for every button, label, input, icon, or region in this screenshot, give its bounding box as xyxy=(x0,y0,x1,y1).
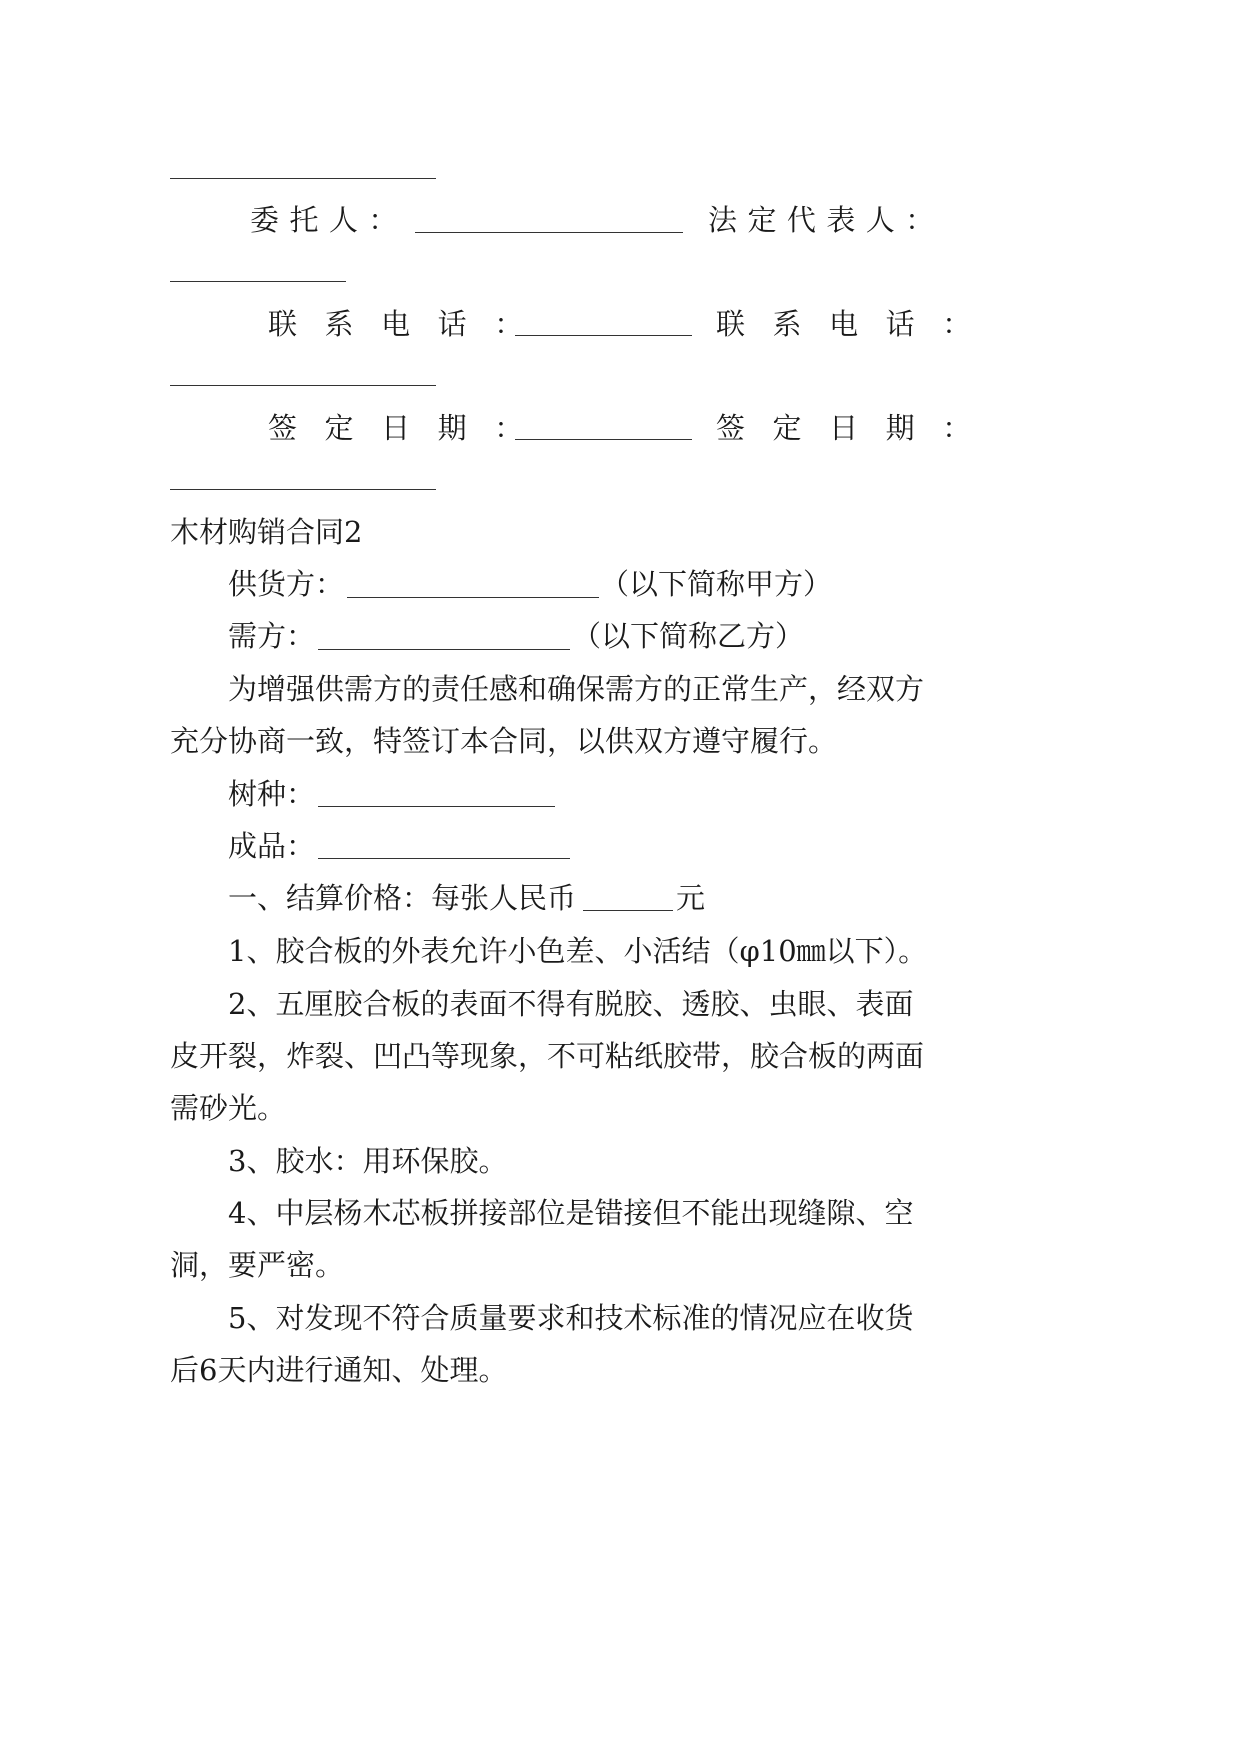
clause-1: 1、胶合板的外表允许小色差、小活结（φ10㎜以下）。 xyxy=(228,934,928,968)
buyer-label: 需方： xyxy=(228,619,316,653)
legal-rep-label: 法定代表人： xyxy=(708,203,945,237)
supplier-label: 供货方： xyxy=(228,567,345,601)
phone-label-b: 联系电话： xyxy=(716,307,999,341)
species-label: 树种： xyxy=(228,777,316,811)
contract-title: 木材购销合同2 xyxy=(170,515,363,549)
phone-label-a: 联系电话： xyxy=(268,307,551,341)
date-blank-b xyxy=(170,489,436,490)
product-blank xyxy=(318,858,570,859)
legal-rep-blank xyxy=(170,281,346,282)
clause-3: 3、胶水：用环保胶。 xyxy=(228,1144,508,1178)
fill-blank-continuation xyxy=(170,178,436,179)
clause-4-line1: 4、中层杨木芯板拼接部位是错接但不能出现缝隙、空 xyxy=(228,1196,914,1230)
phone-blank-b xyxy=(170,385,436,386)
species-blank xyxy=(318,806,555,807)
date-label-b: 签定日期： xyxy=(716,411,999,445)
price-blank xyxy=(583,910,673,911)
price-unit: 元 xyxy=(676,881,706,915)
clause-5-line2: 后6天内进行通知、处理。 xyxy=(170,1353,508,1387)
date-label-a: 签定日期： xyxy=(268,411,551,445)
date-blank-a xyxy=(515,439,692,440)
agent-blank xyxy=(415,232,683,233)
clause-2-line2: 皮开裂，炸裂、凹凸等现象，不可粘纸胶带，胶合板的两面 xyxy=(170,1039,925,1073)
clause-4-line2: 洞，要严密。 xyxy=(170,1248,345,1282)
clause-2-line3: 需砂光。 xyxy=(170,1091,287,1125)
product-label: 成品： xyxy=(228,829,316,863)
intro-paragraph-line2: 充分协商一致，特签订本合同，以供双方遵守履行。 xyxy=(170,724,838,758)
supplier-blank xyxy=(347,597,599,598)
buyer-note: （以下简称乙方） xyxy=(572,619,805,653)
buyer-blank xyxy=(318,649,570,650)
intro-paragraph-line1: 为增强供需方的责任感和确保需方的正常生产，经双方 xyxy=(228,672,925,706)
price-label: 一、结算价格：每张人民币 xyxy=(228,881,577,915)
clause-5-line1: 5、对发现不符合质量要求和技术标准的情况应在收货 xyxy=(228,1301,914,1335)
agent-label: 委托人： xyxy=(250,203,408,237)
phone-blank-a xyxy=(515,335,692,336)
clause-2-line1: 2、五厘胶合板的表面不得有脱胶、透胶、虫眼、表面 xyxy=(228,987,914,1021)
supplier-note: （以下简称甲方） xyxy=(600,567,833,601)
